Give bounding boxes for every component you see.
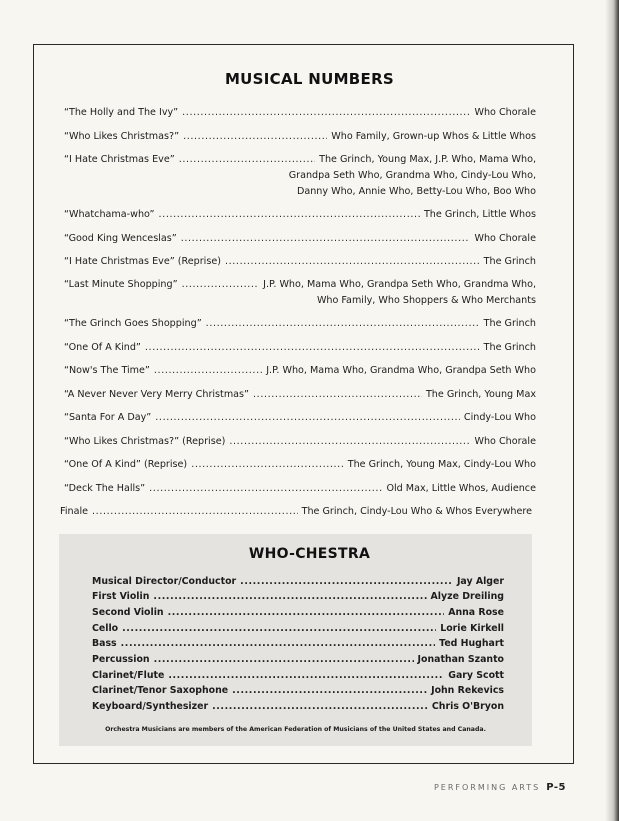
page-edge-shadow: [605, 0, 619, 821]
musician-name: Gary Scott: [448, 670, 504, 681]
song-title: “I Hate Christmas Eve” (Reprise): [64, 256, 221, 267]
musician-row: [92, 670, 504, 682]
song-performers: The Grinch: [483, 318, 536, 329]
musician-row: [92, 591, 504, 603]
song-row: [64, 459, 536, 471]
song-row: [64, 131, 536, 143]
musician-name: Jonathan Szanto: [417, 654, 504, 665]
song-performers: The Grinch, Young Max, J.P. Who, Mama Who,: [319, 154, 536, 165]
page-number: P-5: [546, 782, 566, 793]
leader-dots: [145, 342, 480, 354]
leader-dots: [159, 209, 420, 221]
song-title: “Deck The Halls”: [64, 483, 146, 494]
leader-dots: [232, 685, 427, 697]
musician-role: Bass: [92, 638, 117, 649]
song-title: “One Of A Kind”: [64, 342, 141, 353]
leader-dots: [168, 670, 444, 682]
leader-dots: [182, 107, 470, 119]
musician-role: Second Violin: [92, 607, 164, 618]
musician-name: Alyze Dreiling: [430, 591, 504, 602]
leader-dots: [154, 654, 414, 666]
leader-dots: [182, 279, 260, 291]
leader-dots: [240, 576, 453, 588]
musician-row: [92, 607, 504, 619]
song-title: “Santa For A Day”: [64, 412, 152, 423]
leader-dots: [253, 389, 422, 401]
song-row: [64, 279, 536, 291]
song-title: “One Of A Kind” (Reprise): [64, 459, 188, 470]
song-performers: J.P. Who, Mama Who, Grandma Who, Grandpa Seth Who: [266, 365, 536, 376]
musician-row: [92, 701, 504, 713]
leader-dots: [225, 256, 480, 268]
song-performers: Old Max, Little Whos, Audience: [386, 483, 536, 494]
whochestra-title: WHO-CHESTRA: [248, 546, 371, 562]
song-title: “I Hate Christmas Eve”: [64, 154, 175, 165]
song-row: [64, 436, 536, 448]
song-performers: The Grinch, Young Max: [425, 389, 536, 400]
song-row: [60, 506, 532, 518]
musician-name: Anna Rose: [448, 607, 504, 618]
leader-dots: [206, 318, 480, 330]
musician-row: [92, 623, 504, 635]
song-row: [64, 107, 536, 119]
musician-name: Jay Alger: [456, 576, 504, 587]
song-performers-continued: Danny Who, Annie Who, Betty-Lou Who, Boo Who: [296, 186, 536, 197]
page-footer: [434, 782, 566, 793]
musician-row: [92, 576, 504, 588]
leader-dots: [92, 506, 298, 518]
song-title: “Good King Wenceslas”: [64, 233, 177, 244]
union-note: Orchestra Musicians are members of the American Federation of Musicians of the United States and Canada.: [105, 726, 486, 733]
song-title: “Who Likes Christmas?” (Reprise): [64, 436, 226, 447]
song-row: [64, 342, 536, 354]
musician-name: Chris O'Bryon: [431, 701, 504, 712]
song-row: [64, 483, 536, 495]
song-performers: The Grinch, Young Max, Cindy-Lou Who: [347, 459, 536, 470]
song-performers: J.P. Who, Mama Who, Grandpa Seth Who, Grandma Who,: [263, 279, 536, 290]
song-performers: The Grinch: [483, 256, 536, 267]
leader-dots: [168, 607, 445, 619]
musician-name: Ted Hughart: [439, 638, 504, 649]
song-performers: The Grinch, Little Whos: [423, 209, 536, 220]
song-performers-continued: Who Family, Who Shoppers & Who Merchants: [316, 295, 536, 306]
musician-role: First Violin: [92, 591, 150, 602]
song-row: [64, 154, 536, 166]
song-title: “Now's The Time”: [64, 365, 150, 376]
musician-name: Lorie Kirkell: [440, 623, 504, 634]
song-performers: Who Family, Grown-up Whos & Little Whos: [331, 131, 536, 142]
musician-role: Clarinet/Tenor Saxophone: [92, 685, 229, 696]
leader-dots: [153, 591, 426, 603]
musician-role: Musical Director/Conductor: [92, 576, 237, 587]
leader-dots: [154, 365, 262, 377]
song-title: “The Grinch Goes Shopping”: [64, 318, 202, 329]
song-row: [64, 233, 536, 245]
song-performers: The Grinch: [483, 342, 536, 353]
song-row: [64, 389, 536, 401]
song-title: “The Holly and The Ivy”: [64, 107, 179, 118]
musician-role: Cello: [92, 623, 119, 634]
musician-row: [92, 654, 504, 666]
song-performers: The Grinch, Cindy-Lou Who & Whos Everywhere: [301, 506, 532, 517]
song-row: [64, 256, 536, 268]
leader-dots: [149, 483, 382, 495]
song-title: “Who Likes Christmas?”: [64, 131, 180, 142]
musician-role: Percussion: [92, 654, 150, 665]
song-title: “A Never Never Very Merry Christmas”: [64, 389, 250, 400]
song-performers-continued: Grandpa Seth Who, Grandma Who, Cindy-Lou Who,: [288, 170, 536, 181]
leader-dots: [155, 412, 460, 424]
leader-dots: [181, 233, 471, 245]
musician-role: Clarinet/Flute: [92, 670, 165, 681]
song-row: [64, 318, 536, 330]
musical-numbers-title: MUSICAL NUMBERS: [224, 70, 395, 88]
song-performers: Cindy-Lou Who: [463, 412, 536, 423]
song-title: “Whatchama-who”: [64, 209, 155, 220]
leader-dots: [121, 638, 436, 650]
song-row: [64, 412, 536, 424]
song-performers: Who Chorale: [474, 107, 536, 118]
musician-name: John Rekevics: [431, 685, 504, 696]
song-performers: Who Chorale: [474, 233, 536, 244]
leader-dots: [183, 131, 327, 143]
song-performers: Who Chorale: [474, 436, 536, 447]
leader-dots: [212, 701, 428, 713]
musician-row: [92, 685, 504, 697]
song-title: Finale: [60, 506, 89, 517]
song-row: [64, 365, 536, 377]
footer-section: PERFORMING ARTS: [433, 783, 541, 792]
leader-dots: [191, 459, 344, 471]
musician-role: Keyboard/Synthesizer: [92, 701, 209, 712]
song-row: [64, 209, 536, 221]
leader-dots: [229, 436, 470, 448]
leader-dots: [179, 154, 315, 166]
song-title: “Last Minute Shopping”: [64, 279, 178, 290]
musician-row: [92, 638, 504, 650]
leader-dots: [122, 623, 436, 635]
